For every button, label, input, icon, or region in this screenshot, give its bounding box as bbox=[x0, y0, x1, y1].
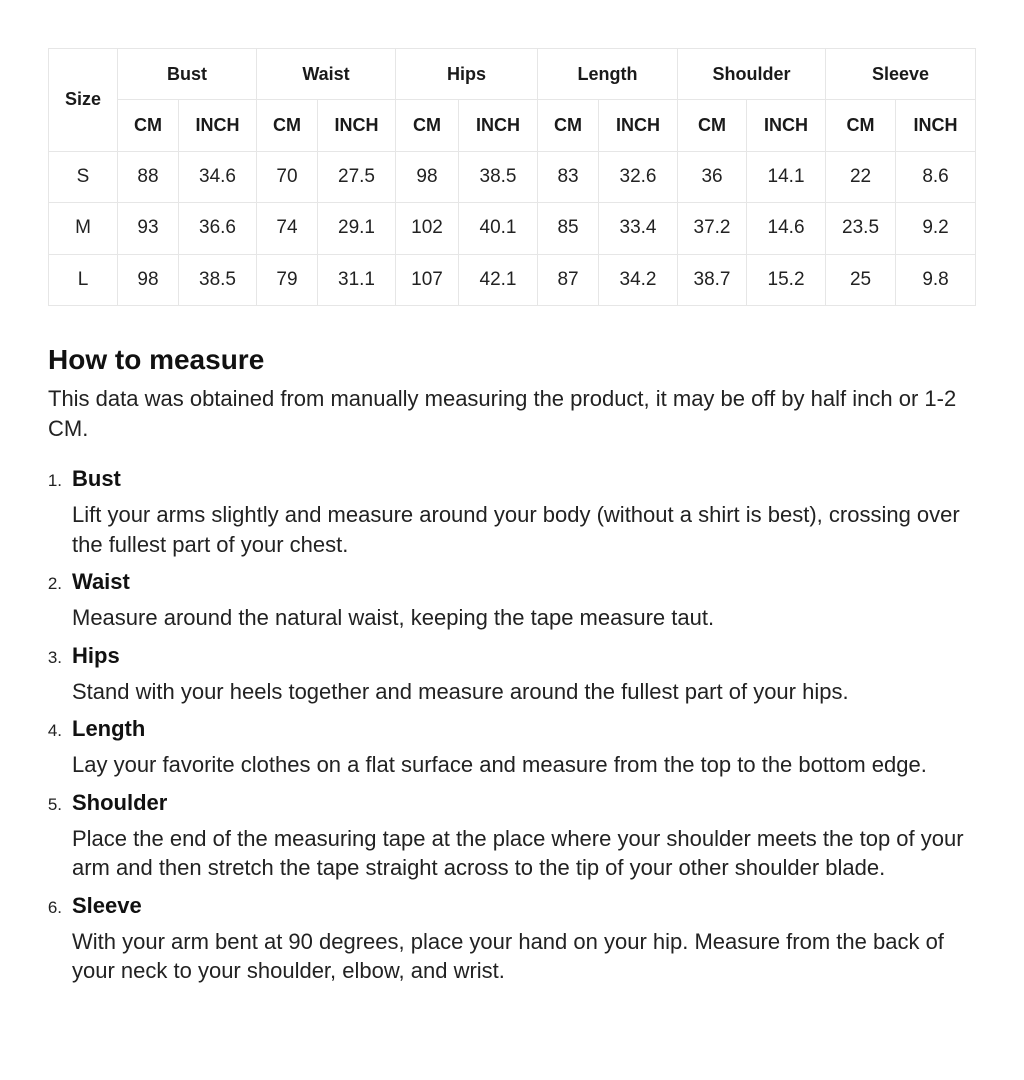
list-item bbox=[48, 716, 988, 780]
unit-header-cm: CM bbox=[118, 100, 179, 151]
value-cell: 14.1 bbox=[747, 151, 826, 202]
value-cell: 107 bbox=[396, 254, 459, 305]
list-item bbox=[48, 790, 988, 883]
list-item bbox=[48, 569, 988, 633]
list-item bbox=[48, 466, 988, 559]
unit-header-cm: CM bbox=[396, 100, 459, 151]
value-cell: 32.6 bbox=[599, 151, 678, 202]
step-title: Shoulder bbox=[72, 789, 168, 815]
value-cell: 93 bbox=[118, 203, 179, 254]
table-row-size-m bbox=[49, 203, 976, 254]
table-unit-header-row bbox=[49, 100, 976, 151]
step-description: Lift your arms slightly and measure around your body (without a shirt is best), crossing over the fullest part of your chest. bbox=[72, 502, 960, 557]
value-cell: 29.1 bbox=[318, 203, 396, 254]
group-header-length: Length bbox=[538, 49, 678, 100]
value-cell: 42.1 bbox=[459, 254, 538, 305]
value-cell: 9.2 bbox=[896, 203, 976, 254]
section-title: How to measure bbox=[48, 344, 265, 375]
step-description: Place the end of the measuring tape at the place where your shoulder meets the top of your arm and then stretch the tape straight across to the tip of your other shoulder blade. bbox=[72, 825, 964, 880]
value-cell: 36 bbox=[678, 151, 747, 202]
step-title: Waist bbox=[72, 569, 130, 594]
step-title: Bust bbox=[72, 466, 121, 491]
value-cell: 98 bbox=[118, 254, 179, 305]
value-cell: 40.1 bbox=[459, 203, 538, 254]
step-title: Length bbox=[72, 716, 146, 741]
table-row-size-s bbox=[49, 151, 976, 202]
value-cell: 37.2 bbox=[678, 203, 747, 254]
list-item bbox=[48, 643, 988, 707]
value-cell: 88 bbox=[118, 151, 179, 202]
value-cell: 31.1 bbox=[318, 254, 396, 305]
size-cell: L bbox=[49, 254, 118, 305]
size-cell: S bbox=[49, 151, 118, 202]
step-number: 1. bbox=[47, 471, 62, 490]
table-row-size-l bbox=[49, 254, 976, 305]
group-header-shoulder: Shoulder bbox=[678, 49, 826, 100]
how-to-measure-section bbox=[48, 342, 988, 996]
intro-text: This data was obtained from manually measuring the product, it may be off by half inch or 1-2 CM. bbox=[48, 386, 957, 441]
value-cell: 83 bbox=[538, 151, 599, 202]
size-chart-table bbox=[48, 48, 976, 306]
value-cell: 9.8 bbox=[896, 254, 976, 305]
step-number: 4. bbox=[47, 721, 62, 740]
unit-header-inch: INCH bbox=[179, 100, 257, 151]
step-description: Lay your favorite clothes on a flat surface and measure from the top to the bottom edge. bbox=[72, 752, 927, 777]
unit-header-inch: INCH bbox=[747, 100, 826, 151]
value-cell: 8.6 bbox=[896, 151, 976, 202]
value-cell: 15.2 bbox=[747, 254, 826, 305]
value-cell: 74 bbox=[257, 203, 318, 254]
group-header-sleeve: Sleeve bbox=[826, 49, 976, 100]
unit-header-inch: INCH bbox=[318, 100, 396, 151]
unit-header-cm: CM bbox=[257, 100, 318, 151]
measure-steps-list bbox=[48, 466, 988, 986]
value-cell: 70 bbox=[257, 151, 318, 202]
unit-header-cm: CM bbox=[538, 100, 599, 151]
step-number: 6. bbox=[47, 897, 62, 917]
step-title: Sleeve bbox=[72, 892, 142, 918]
value-cell: 38.7 bbox=[678, 254, 747, 305]
value-cell: 102 bbox=[396, 203, 459, 254]
step-number: 2. bbox=[47, 574, 62, 593]
value-cell: 22 bbox=[826, 151, 896, 202]
value-cell: 14.6 bbox=[747, 203, 826, 254]
unit-header-inch: INCH bbox=[896, 100, 976, 151]
value-cell: 98 bbox=[396, 151, 459, 202]
group-header-hips: Hips bbox=[396, 49, 538, 100]
unit-header-inch: INCH bbox=[599, 100, 678, 151]
step-description: With your arm bent at 90 degrees, place your hand on your hip. Measure from the back of your neck to your shoulder, elbow, and wrist. bbox=[72, 928, 944, 983]
value-cell: 85 bbox=[538, 203, 599, 254]
value-cell: 36.6 bbox=[179, 203, 257, 254]
group-header-bust: Bust bbox=[118, 49, 257, 100]
step-description: Measure around the natural waist, keeping the tape measure taut. bbox=[72, 605, 715, 630]
value-cell: 34.6 bbox=[179, 151, 257, 202]
value-cell: 33.4 bbox=[599, 203, 678, 254]
value-cell: 87 bbox=[538, 254, 599, 305]
step-title: Hips bbox=[72, 642, 120, 668]
unit-header-inch: INCH bbox=[459, 100, 538, 151]
value-cell: 79 bbox=[257, 254, 318, 305]
value-cell: 38.5 bbox=[179, 254, 257, 305]
step-number: 3. bbox=[47, 647, 62, 667]
unit-header-cm: CM bbox=[826, 100, 896, 151]
unit-header-cm: CM bbox=[678, 100, 747, 151]
value-cell: 34.2 bbox=[599, 254, 678, 305]
list-item bbox=[48, 893, 988, 986]
group-header-waist: Waist bbox=[257, 49, 396, 100]
size-cell: M bbox=[49, 203, 118, 254]
step-number: 5. bbox=[47, 794, 62, 814]
size-column-header: Size bbox=[49, 49, 118, 152]
value-cell: 25 bbox=[826, 254, 896, 305]
step-description: Stand with your heels together and measure around the fullest part of your hips. bbox=[72, 678, 849, 704]
value-cell: 38.5 bbox=[459, 151, 538, 202]
value-cell: 27.5 bbox=[318, 151, 396, 202]
value-cell: 23.5 bbox=[826, 203, 896, 254]
table-group-header-row bbox=[49, 49, 976, 100]
